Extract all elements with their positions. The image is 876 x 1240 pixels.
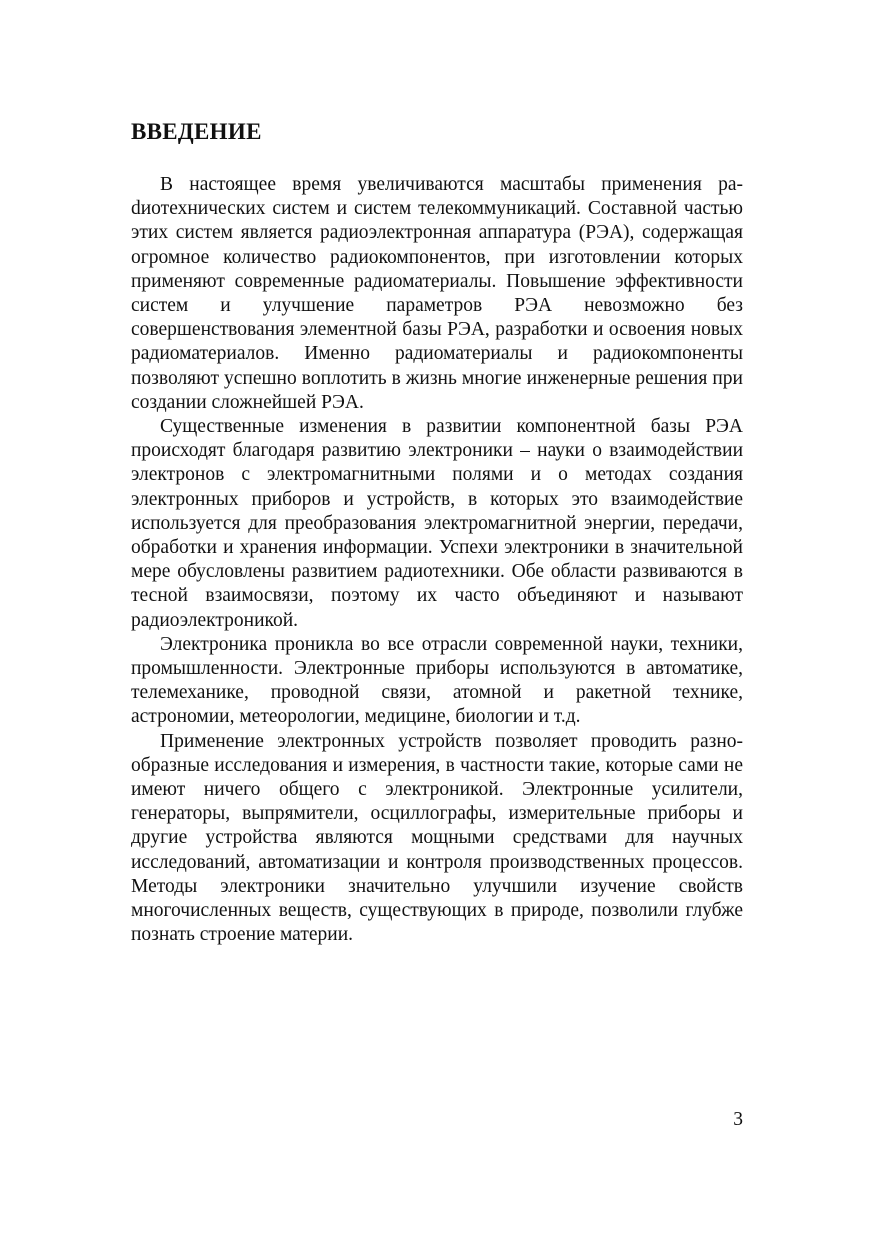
page-number: 3 bbox=[733, 1109, 743, 1130]
paragraph-4: Применение электронных устройств позволяет проводить разнообразные исследования и измерения, в частности такие, которые сами не имеют ничего общего с электроникой. Электронные усилители, генераторы, выпрямители, осциллографы, измерительные приборы и другие устройства являются мощными средствами для научных исследований, автоматизации и контроля производственных процессов. Методы электроники значительно улучшили изучение свойств многочисленных веществ, существующих в природе, позволили глубже познать строение материи. bbox=[131, 730, 743, 946]
paragraph-3: Электроника проникла во все отрасли современной науки, техники, промышленности. Электронные приборы используются в автоматике, телемеханике, проводной связи, атомной и ракетной технике, астрономии, метеорологии, медицине, биологии и т.д. bbox=[131, 633, 743, 728]
paragraph-2: Существенные изменения в развитии компонентной базы РЭА происходят благодаря развитию электроники – науки о взаимодействии электронов с электромагнитными полями и о методах создания электронных приборов и устройств, в которых это взаимодействие используется для преобразования электромагнитной энергии, передачи, обработки и хранения информации. Успехи электроники в значительной мере обусловлены развитием радиотехники. Обе области развиваются в тесной взаимосвязи, поэтому их часто объединяют и называют радиоэлектроникой. bbox=[131, 416, 743, 631]
page-title: ВВЕДЕНИЕ bbox=[131, 119, 262, 144]
body-text bbox=[131, 173, 743, 948]
paragraph-1: В настоящее время увеличиваются масштабы применения раdиотехнических систем и систем телекоммуникаций. Составной частью этих систем является радиоэлектронная аппаратура (РЭА), содержащая огромное количество радиокомпонентов, при изготовлении которых применяют современные радиоматериалы. Повышение эффективности систем и улучшение параметров РЭА невозможно без совершенствования элементной базы РЭА, разработки и освоения новых радиоматериалов. Именно радиоматериалы и радиокомпоненты позволяют успешно воплотить в жизнь многие инженерные решения при создании сложнейшей РЭА. bbox=[131, 174, 743, 413]
